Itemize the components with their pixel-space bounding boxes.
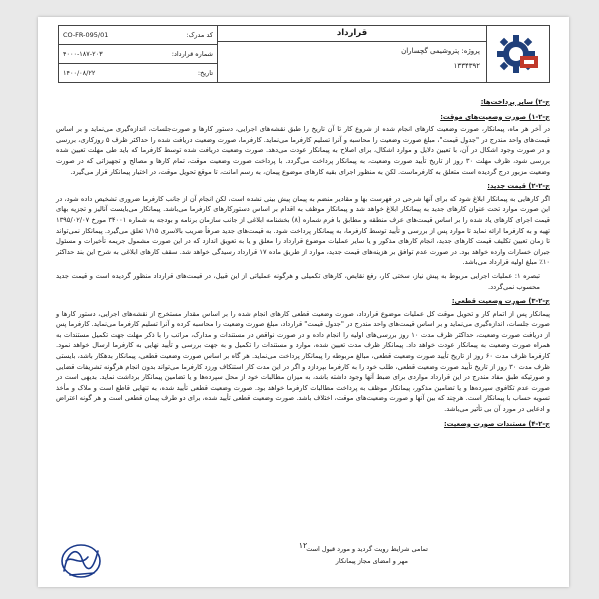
document-title: قرارداد (218, 26, 486, 42)
date-cell (59, 64, 217, 82)
section-heading-new-price: ج-۲-۲) قیمت جدید: (487, 182, 550, 191)
document-footer (58, 541, 548, 581)
header-meta (59, 26, 218, 82)
project-contract-number: ۱۳۳۴۳۹۲ (453, 62, 480, 70)
section-heading-other-payments: ج-۲) سایر پرداخت‌ها: (480, 98, 550, 106)
date-value: ۱۴۰۰/۰۸/۲۲ (63, 69, 96, 77)
header-title-block (218, 26, 487, 82)
form-code-label: کد مدرک: (186, 31, 213, 39)
section-heading-interim-statements: ج-۲-۱) صورت وضعیت‌های موقت: (440, 112, 550, 121)
section-heading-statement-documents: ج-۲-۴) مستندات صورت وضعیت: (443, 419, 550, 428)
paragraph-new-price: اگر کارهایی به پیمانکار ابلاغ شود که برای آنها شرحی در فهرست بها و مقادیر منضم به پیمان پیش بینی نشده است، لکن انجام آن از جانب کارفرما ضروری تشخیص داده شود، در این صورت موارد تحت عنوان کارهای جدید به پیمانکار ابلاغ خواهد شد و پیمانکار موظف به اقدام بر اساس دستورکارهای کارفرما می‌باشد. پیمانکار می‌بایست آنالیز و تجزیه بهای قیمت اجرای کارهای یاد شده را بر اساس قیمت‌های عرف منطقه و مطابق با فرم شماره (۸) بخشنامه ابلاغی از جانب سازمان برنامه و بودجه به شماره ۳۴۰۰۱ مورخ ۱۳۹۵/۰۲/۰۷ تهیه و به کارفرما ارائه نماید تا موارد پس از بررسی و تأیید توسط کارفرما، به پیمانکار پرداخت شود. به قیمت‌های جدید صرفاً ضریب بالاسری ۱/۱۵ تعلق می‌گیرد. پیمانکار نمی‌تواند تا زمان تعیین تکلیف قیمت کارهای جدید، انجام کارهای مذکور و یا سایر عملیات موضوع قرارداد را معلق و یا به تعویق اندازد که در این صورت مشمول جریمه تأخیرات و مسئول جبران خسارات وارده خواهد بود. در صورت عدم توافق بر هزینه‌های قیمت جدید، موارد از طریق ماده ۱۷ قرارداد رسیدگی خواهد شد. سقف کارهای ابلاغی به شرح این بند حداکثر ۱۰٪ مبلغ اولیه قرارداد می‌باشد. (56, 194, 550, 267)
document-page (38, 17, 569, 587)
form-code-cell (59, 26, 217, 45)
contract-body (56, 93, 550, 431)
page-number: ۱۲ (298, 541, 308, 550)
acceptance-statement: تمامی شرایط رویت گردید و مورد قبول است (306, 545, 428, 553)
gear-logo-icon (494, 32, 542, 76)
document-header (58, 25, 550, 83)
project-name: پروژه: پتروشیمی گچساران (401, 47, 480, 55)
contractor-signature-label: مهر و امضای مجاز پیمانکار (335, 557, 408, 565)
paragraph-note-1: تبصره ۱: عملیات اجرایی مربوط به پیش نیاز، سختی کار، رفع نقایص، کارهای تکمیلی و هرگونه عملیاتی از این قبیل، در قیمت‌های قرارداد منظور گردیده است و قیمت جدید محسوب نمی‌گردد. (56, 271, 541, 291)
paragraph-interim-statements: در آخر هر ماه، پیمانکار، صورت وضعیت کارهای انجام شده از شروع کار تا آن تاریخ را طبق نقشه‌های اجرایی، دستور کارها و صورت‌جلسات، اندازه‌گیری می‌نماید و بر اساس قیمت‌های واحد مندرج در "جدول قیمت"، مبلغ صورت وضعیت را محاسبه و آنرا تسلیم کارفرما می‌نماید. کارفرما، صورت وضعیت دریافت شده را حداکثر ظرف ۵ روزکاری، بررسی و در صورت وجود اشکال در آن، با تعیین دلایل و موارد اشکال، برای اصلاح به پیمانکار عودت می‌دهد. صورت وضعیت دریافت شده توسط کارفرما که باید طی مهلت تعیین شده بررسی شود، ظرف مهلت ۳۰ روز از تاریخ تأیید صورت وضعیت، به پیمانکار پرداخت می‌گردد. با پرداخت صورت وضعیت موقت، تمام کارها و مصالح و تجهیزاتی که در صورت وضعیت مزبور درج گردیده است متعلق به کارفرماست. لکن به منظور اجرای بقیه کارهای موضوع پیمان، به رسم امانت، تا موقع تحویل موقت، در اختیار پیمانکار قرار می‌گیرد. (56, 125, 550, 176)
paragraph-final-statement: پیمانکار پس از اتمام کار و تحویل موقت کل عملیات موضوع قرارداد، صورت وضعیت قطعی کارهای انجام شده را بر اساس مقدار مستخرج از نقشه‌های اجرایی، دستور کارها و صورت جلسات، اندازه‌گیری می‌نماید و بر اساس قیمت‌های واحد مندرج در "جدول قیمت" قرارداد، مبلغ صورت وضعیت را محاسبه کرده و آنرا تسلیم کارفرما می‌نماید. کارفرما پس از دریافت صورت وضعیت، حداکثر ظرف مدت ۱۰ روز بررسی‌های اولیه را انجام داده و در صورت نواقص در مستندات و مدارک، مراتب را با ذکر مهلت جهت تکمیل مستندات به همراه صورت وضعیت به پیمانکار عودت خواهد داد. پیمانکار ظرف مدت تعیین شده، موارد و مستندات را تکمیل و به جهت بررسی و تأیید نهایی به کارفرما ارسال خواهد نمود. کارفرما ظرف مدت ۶۰ روز از تاریخ تأیید صورت وضعیت قطعی، مبالغ مربوطه را پیمانکار پرداخت می‌نماید. هر گاه بر اساس صورت وضعیت قطعی، پیمانکار بدهکار باشد، بایستی ظرف مدت ۳۰ روز از تاریخ تأیید صورت وضعیت قطعی، طلب خود را به کارفرما بپردازد و اگر در این مدت کار استنکاف ورزد کارفرما می‌تواند بدون انجام هرگونه تشریفات قضایی و صورتیکه طبق مفاد مندرج در این قرارداد مواردی برای ضبط آنها وجود داشته باشد، به میزان مطالبات خود از محل سپرده‌ها و یا تضامین پیمانکار برداشت نماید. بدیهی است در صورت عدم تکافوی سپرده‌ها و یا تضامین مذکور، پیمانکار موظف به پرداخت مطالبات کارفرما خواهد بود. صورت وضعیت قطعی تأیید شده، به تنهایی قاطع است و ملاک و مأخذ تسویه حساب با پیمانکار است. هرچند که بین آنها و صورت وضعیت‌های موقت، اختلاف باشد. صورت وضعیت قطعی تأیید شده، برای دو طرف پیمان قطعی است و هر گونه اعتراض و ادعایی در مورد آن بی تأثیر می‌باشد. (56, 309, 550, 414)
contract-number-label: شماره قرارداد: (171, 50, 213, 58)
section-heading-final-statement: ج-۲-۳) صورت وضعیت قطعی: (451, 297, 550, 306)
date-label: تاریخ: (197, 69, 213, 77)
contract-number-value: ۴۰۰۰-۱۸۷-۲۰۳ (63, 50, 103, 58)
contract-number-cell (59, 45, 217, 64)
company-logo (487, 26, 549, 82)
form-code-value: CO-FR-095/01 (63, 31, 109, 39)
